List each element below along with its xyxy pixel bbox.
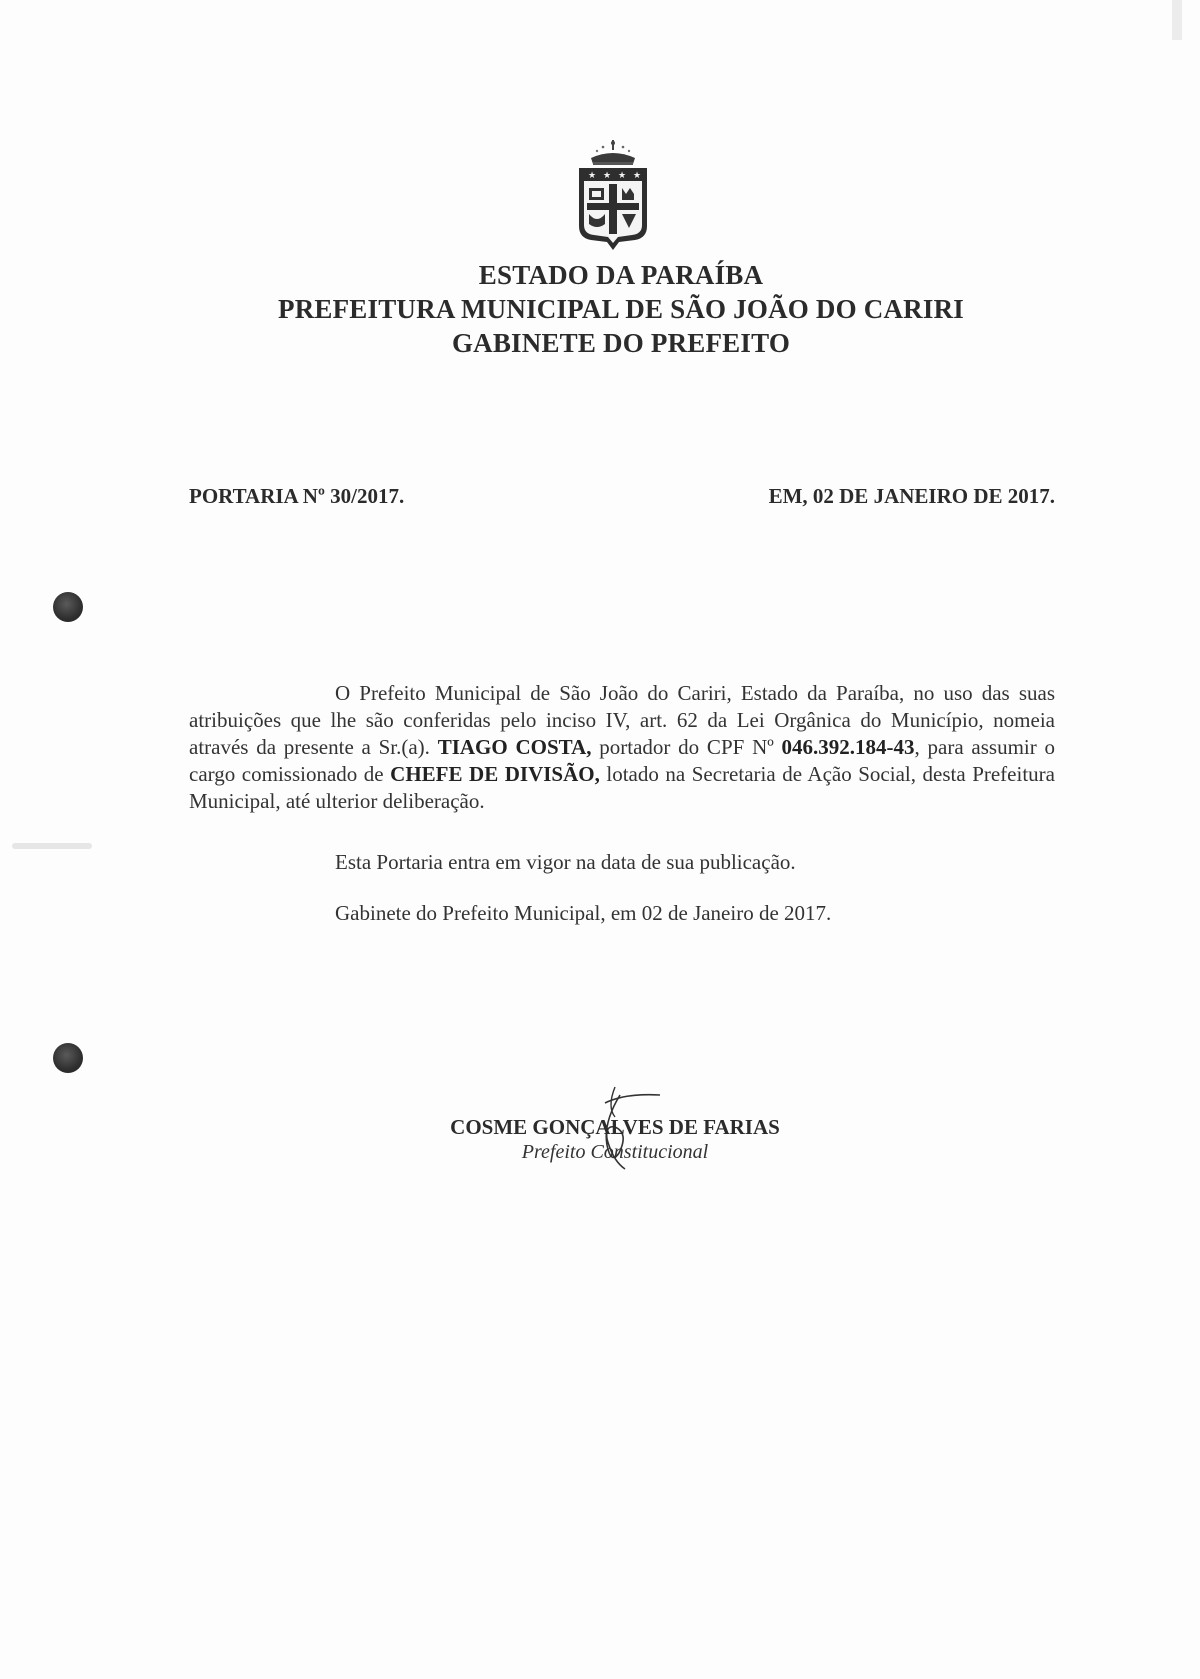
signer-role: Prefeito Constitucional [521,1141,709,1163]
svg-text:★: ★ [618,171,627,181]
body-text-segment: , para assumir o cargo comissionado de [189,735,1055,786]
document-body [189,680,1055,815]
municipal-crest-icon [567,138,659,256]
appointee-cpf: 046.392.184-43 [781,735,915,759]
svg-text:★: ★ [588,171,597,181]
portaria-heading-row [189,484,1055,514]
document-header [0,258,1200,360]
body-paragraph-vigor: Esta Portaria entra em vigor na data de sua publicação. [335,850,796,874]
portaria-date: EM, 02 DE JANEIRO DE 2017. [768,484,1055,508]
svg-text:★: ★ [633,171,642,181]
svg-text:★: ★ [603,171,612,181]
body-text-segment: portador do CPF Nº [591,735,782,759]
header-gabinete: GABINETE DO PREFEITO [451,328,791,358]
header-state: ESTADO DA PARAÍBA [478,260,764,290]
signer-name: COSME GONÇALVES DE FARIAS [450,1115,780,1139]
scan-smudge [12,843,92,849]
appointee-name: TIAGO COSTA, [437,735,592,759]
scan-artifact [1172,0,1182,40]
portaria-number: PORTARIA Nº 30/2017. [189,484,405,508]
body-paragraph-appointment [189,680,1055,815]
body-paragraph-gabinete: Gabinete do Prefeito Municipal, em 02 de Janeiro de 2017. [335,901,832,925]
body-text-segment: O Prefeito Municipal de São João do Cariri, Estado da Paraíba, no uso das suas atribuições que lhe são conferidas pelo inciso IV, art. 62 da Lei Orgânica do Município, nomeia através da presente a Sr.(a). [189,681,1055,759]
signature-block [400,1115,830,1164]
appointee-position: CHEFE DE DIVISÃO, [390,762,600,786]
punch-hole [53,1043,83,1073]
header-prefeitura: PREFEITURA MUNICIPAL DE SÃO JOÃO DO CARIRI [278,294,964,324]
body-text-segment: lotado na Secretaria de Ação Social, desta Prefeitura Municipal, até ulterior deliberação. [189,762,1055,813]
punch-hole [53,592,83,622]
